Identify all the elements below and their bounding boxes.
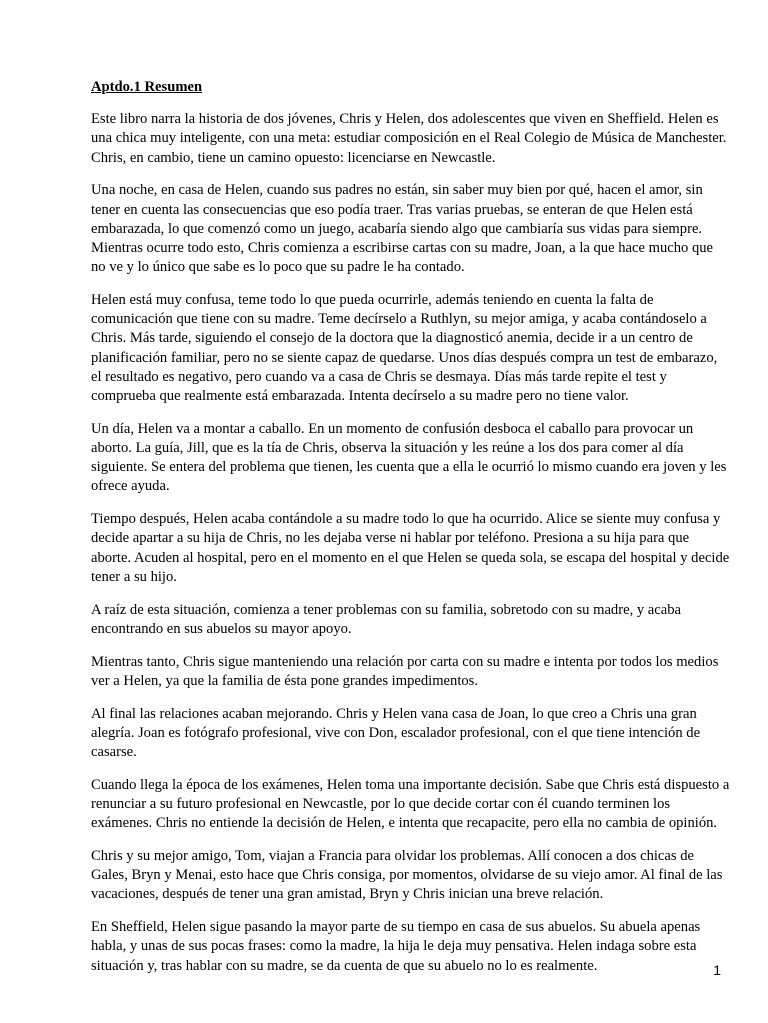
- page-number: 1: [713, 962, 721, 978]
- paragraph-4: Un día, Helen va a montar a caballo. En un momento de confusión desboca el caballo para provocar un aborto. La guía, Jill, que es la tía de Chris, observa la situación y les reúne a los dos para comer al día siguiente. Se entera del problema que tienen, les cuenta que a ella le ocurrió lo mismo cuando era joven y les ofrece ayuda.: [91, 420, 727, 495]
- paragraph-10: Chris y su mejor amigo, Tom, viajan a Francia para olvidar los problemas. Allí conocen a dos chicas de Gales, Bryn y Menai, esto hace que Chris consiga, por momentos, olvidarse de su viejo amor. Al final de las vacaciones, después de tener una gran amistad, Bryn y Chris inician una breve relación.: [91, 848, 723, 903]
- paragraph-2: Una noche, en casa de Helen, cuando sus padres no están, sin saber muy bien por qué, hacen el amor, sin tener en cuenta las consecuencias que eso podía traer. Tras varias pruebas, se enteran de que Helen está embarazada, lo que comenzó como un juego, acabaría siendo algo que cambiaría sus vidas para siempre. Mientras ocurre todo esto, Chris comienza a escribirse cartas con su madre, Joan, a la que hace mucho que no ve y lo único que sabe es lo poco que su padre le ha contado.: [91, 182, 714, 276]
- paragraph-3: Helen está muy confusa, teme todo lo que pueda ocurrirle, además teniendo en cuenta la falta de comunicación que tiene con su madre. Teme decírselo a Ruthlyn, su mejor amiga, y acaba contándoselo a Chris. Más tarde, siguiendo el consejo de la doctora que la diagnosticó anemia, decide ir a un centro de planificación familiar, pero no se siente capaz de quedarse. Unos días después compra un test de embarazo, el resultado es negativo, pero cuando va a casa de Chris se desmaya. Días más tarde repite el test y comprueba que realmente está embarazada. Intenta decírselo a su madre pero no tiene valor.: [91, 292, 718, 405]
- paragraph-8: Al final las relaciones acaban mejorando. Chris y Helen vana casa de Joan, lo que creo a Chris una gran alegría. Joan es fotógrafo profesional, vive con Don, escalador profesional, con el que tiene intención de casarse.: [91, 705, 701, 761]
- paragraph-6: A raíz de esta situación, comienza a tener problemas con su familia, sobretodo con su madre, y acaba encontrando en sus abuelos su mayor apoyo.: [91, 601, 682, 637]
- document-body: [91, 78, 731, 989]
- paragraph-9: Cuando llega la época de los exámenes, Helen toma una importante decisión. Sabe que Chris está dispuesto a renunciar a su futuro profesional en Newcastle, por lo que decide cortar con él cuando terminen los exámenes. Chris no entiende la decisión de Helen, e intenta que recapacite, pero ella no cambia de opinión.: [91, 776, 730, 832]
- paragraph-7: Mientras tanto, Chris sigue manteniendo una relación por carta con su madre e intenta por todos los medios ver a Helen, ya que la familia de ésta pone grandes impedimentos.: [91, 653, 719, 689]
- paragraph-11: En Sheffield, Helen sigue pasando la mayor parte de su tiempo en casa de sus abuelos. Su abuela apenas habla, y unas de sus pocas frases: como la madre, la hija le deja muy pensativa. Helen indaga sobre esta situación y, tras hablar con su madre, se da cuenta de que su abuelo no lo es realmente.: [91, 919, 701, 974]
- paragraph-5: Tiempo después, Helen acaba contándole a su madre todo lo que ha ocurrido. Alice se siente muy confusa y decide apartar a su hija de Chris, no les dejaba verse ni hablar por teléfono. Presiona a su hija para que aborte. Acuden al hospital, pero en el momento en el que Helen se queda sola, se escapa del hospital y decide tener a su hijo.: [91, 511, 730, 585]
- paragraph-1: Este libro narra la historia de dos jóvenes, Chris y Helen, dos adolescentes que viven en Sheffield. Helen es una chica muy inteligente, con una meta: estudiar composición en el Real Colegio de Música de Manchester. Chris, en cambio, tiene un camino opuesto: licenciarse en Newcastle.: [91, 111, 727, 166]
- document-title: Aptdo.1 Resumen: [91, 79, 203, 95]
